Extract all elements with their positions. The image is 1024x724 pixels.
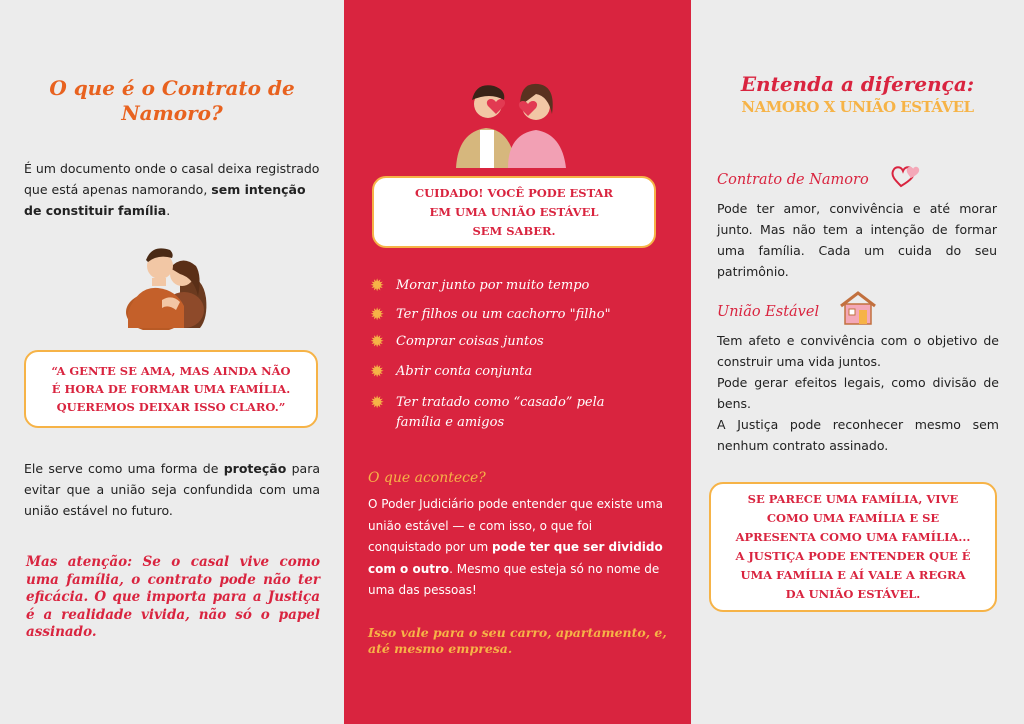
left-title: O que é o Contrato de Namoro? — [49, 76, 295, 125]
sun-bullet-icon: ✹ — [370, 276, 385, 296]
list-item: ✹ Abrir conta conjunta — [370, 362, 533, 382]
stable-union-text: Tem afeto e convivência com o objetivo de construir uma vida juntos. Pode gerar efeitos legais, como divisão de bens. A Justiça pode reconhecer mesmo sem nenhum contrato assinado. — [717, 333, 999, 453]
left-quote: “A GENTE SE AMA, MAS AINDA NÃO É HORA DE FORMAR UMA FAMÍLIA. QUEREMOS DEIXAR ISSO CLARO.” — [51, 364, 291, 414]
left-quote-box — [24, 350, 318, 428]
sun-bullet-icon: ✹ — [370, 362, 385, 382]
couple-hearts-illustration — [452, 78, 572, 168]
right-quote: SE PARECE UMA FAMÍLIA, VIVE COMO UMA FAMÍLIA E SE APRESENTA COMO UMA FAMÍLIA... A JUSTIÇA PODE ENTENDER QUE É UMA FAMÍLIA E AÍ VALE A REGRA DA UNIÃO ESTÁVEL. — [735, 492, 971, 601]
list-item: ✹ Comprar coisas juntos — [370, 332, 544, 352]
dating-contract-heading: Contrato de Namoro — [717, 172, 869, 188]
middle-panel — [344, 0, 691, 724]
applies-text: Isso vale para o seu carro, apartamento, e, até mesmo empresa. — [368, 625, 667, 656]
sun-bullet-icon: ✹ — [370, 305, 385, 325]
attention-text: Mas atenção: Se o casal vive como uma família, o contrato pode não ter eficácia. O que importa para a Justiça é a realidade vivida, não só o papel assinado. — [26, 554, 320, 640]
right-quote-box — [709, 482, 997, 612]
list-item: ✹ Ter filhos ou um cachorro "filho" — [370, 305, 611, 325]
sun-bullet-icon: ✹ — [370, 332, 385, 352]
intro-text: É um documento onde o casal deixa registrado que está apenas namorando, sem intenção de constituir família. — [24, 161, 320, 218]
serve-text: Ele serve como uma forma de proteção para evitar que a união seja confundida com uma união estável no futuro. — [24, 461, 320, 518]
house-icon — [839, 290, 877, 326]
list-item: ✹ Ter tratado como “casado” pela família e amigos — [370, 393, 605, 430]
what-happens-title: O que acontece? — [368, 470, 486, 486]
what-happens-text: O Poder Judiciário pode entender que existe uma união estável — e com isso, o que foi conquistado por um pode ter que ser dividido com o outro. Mesmo que esteja só no nome de uma das pessoas! — [368, 497, 663, 597]
left-panel — [0, 0, 344, 724]
list-item: ✹ Morar junto por muito tempo — [370, 276, 590, 296]
alert-box — [372, 176, 656, 248]
stable-union-heading: União Estável — [717, 304, 820, 320]
sun-bullet-icon: ✹ — [370, 393, 385, 413]
right-title: Entenda a diferença: — [740, 72, 975, 96]
right-panel — [691, 0, 1024, 724]
couple-kiss-illustration — [122, 238, 220, 330]
heart-icon — [891, 162, 925, 190]
right-subtitle: NAMORO X UNIÃO ESTÁVEL — [741, 98, 974, 116]
dating-contract-text: Pode ter amor, convivência e até morar junto. Mas não tem a intenção de formar uma família. Cada um cuida do seu patrimônio. — [717, 201, 997, 279]
alert-text: CUIDADO! VOCÊ PODE ESTAR EM UMA UNIÃO ESTÁVEL SEM SABER. — [414, 185, 614, 238]
